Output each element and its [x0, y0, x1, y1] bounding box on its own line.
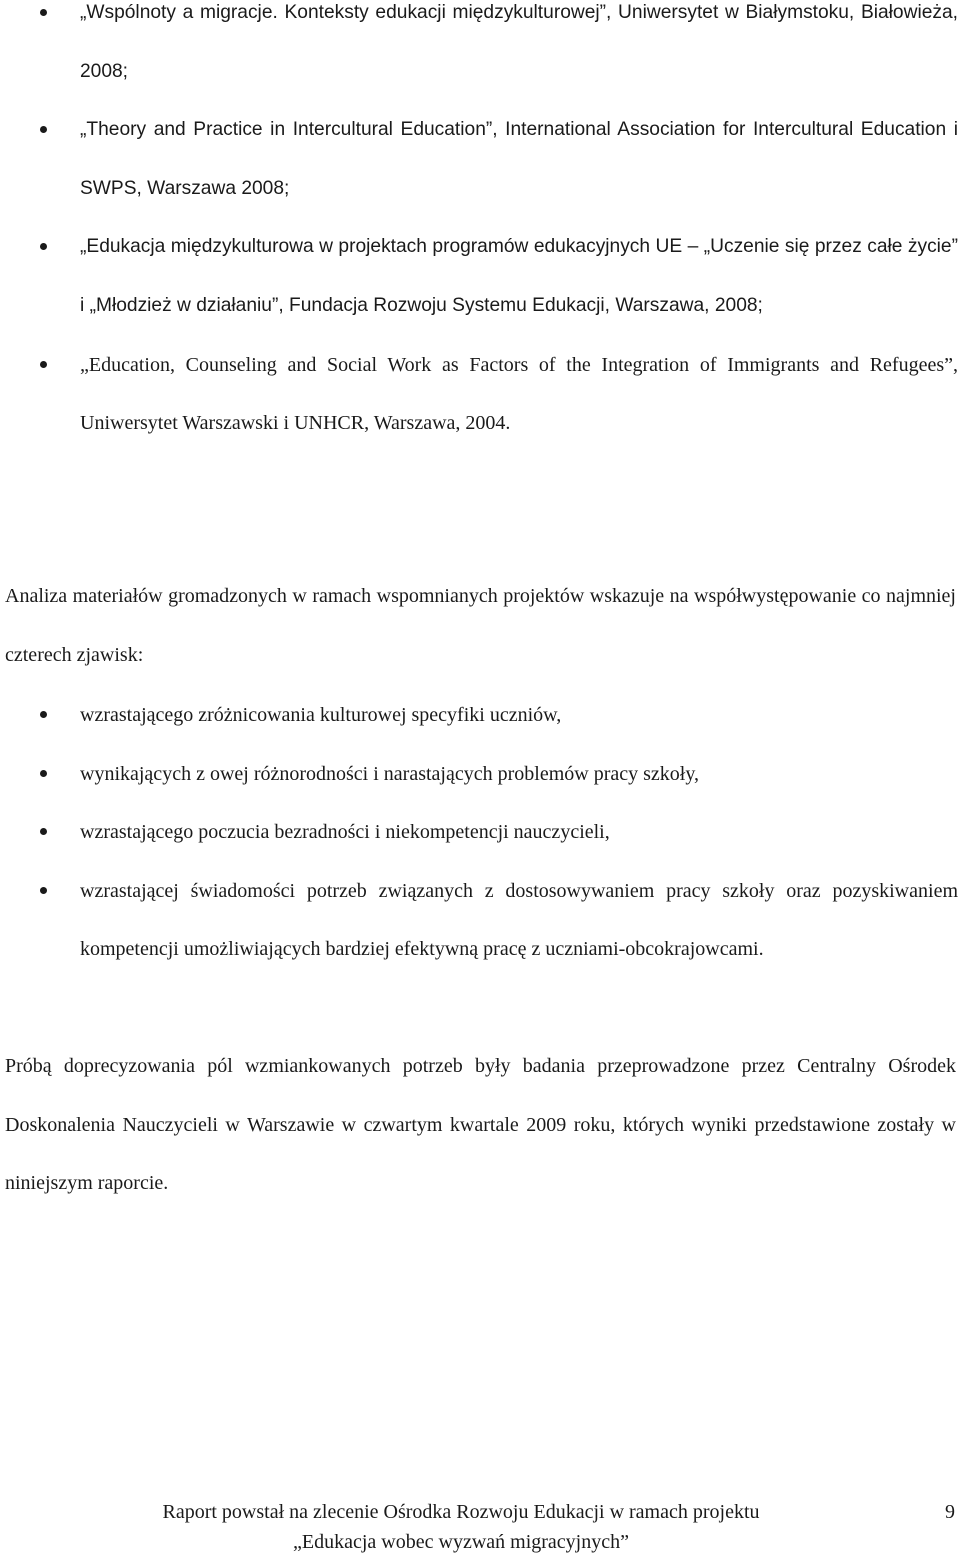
phenomena-list — [0, 686, 958, 979]
list-item-text: wzrastającej świadomości potrzeb związanych z dostosowywaniem pracy szkoły oraz pozyskiwaniem kompetencji umożliwiających bardziej efektywną pracę z uczniami-obcokrajowcami. — [80, 879, 958, 961]
footer-line: „Edukacja wobec wyzwań migracyjnych” — [293, 1531, 629, 1553]
bullet-icon — [40, 770, 47, 777]
page-number: 9 — [945, 1501, 955, 1523]
list-item — [0, 686, 958, 745]
bullet-icon — [40, 126, 47, 133]
research-paragraph: Próbą doprecyzowania pól wzmiankowanych potrzeb były badania przeprowadzone przez Centralny Ośrodek Doskonalenia Nauczycieli w Warszawie w czwartym kwartale 2009 roku, których wyniki przedstawione zostały w niniejszym raporcie. — [5, 1055, 956, 1194]
list-item — [0, 0, 958, 101]
list-item — [0, 803, 958, 862]
list-item — [0, 745, 958, 804]
list-item — [0, 101, 958, 218]
bullet-icon — [40, 361, 47, 368]
list-item — [0, 862, 958, 979]
list-item-text: „Theory and Practice in Intercultural Education”, International Association for Intercultural Education i SWPS, Warszawa 2008; — [80, 119, 958, 199]
list-item-text: „Wspólnoty a migracje. Konteksty edukacji międzykulturowej”, Uniwersytet w Białymstoku, Białowieża, 2008; — [80, 2, 958, 82]
page-footer — [0, 1497, 960, 1557]
footer-line: Raport powstał na zlecenie Ośrodka Rozwoju Edukacji w ramach projektu — [162, 1501, 760, 1523]
list-item-text: „Education, Counseling and Social Work as Factors of the Integration of Immigrants and Refugees”, Uniwersytet Warszawski i UNHCR, Warszawa, 2004. — [80, 353, 958, 435]
list-item-text: „Edukacja międzykulturowa w projektach programów edukacyjnych UE – „Uczenie się przez całe życie” i „Młodzież w działaniu”, Fundacja Rozwoju Systemu Edukacji, Warszawa, 2008; — [80, 236, 958, 316]
list-item — [0, 218, 958, 335]
bullet-icon — [40, 711, 47, 718]
footer-text — [86, 1497, 836, 1557]
analysis-paragraph: Analiza materiałów gromadzonych w ramach wspomnianych projektów wskazuje na współwystępowanie co najmniej czterech zjawisk: — [5, 585, 956, 666]
bullet-icon — [40, 243, 47, 250]
conference-list — [0, 0, 958, 453]
list-item-text: wzrastającego zróżnicowania kulturowej specyfiki uczniów, — [80, 704, 562, 726]
list-item-text: wzrastającego poczucia bezradności i niekompetencji nauczycieli, — [80, 821, 610, 844]
bullet-icon — [40, 9, 47, 16]
bullet-icon — [40, 887, 47, 894]
bullet-icon — [40, 828, 47, 835]
list-item-text: wynikających z owej różnorodności i narastających problemów pracy szkoły, — [80, 762, 700, 785]
list-item — [0, 336, 958, 453]
